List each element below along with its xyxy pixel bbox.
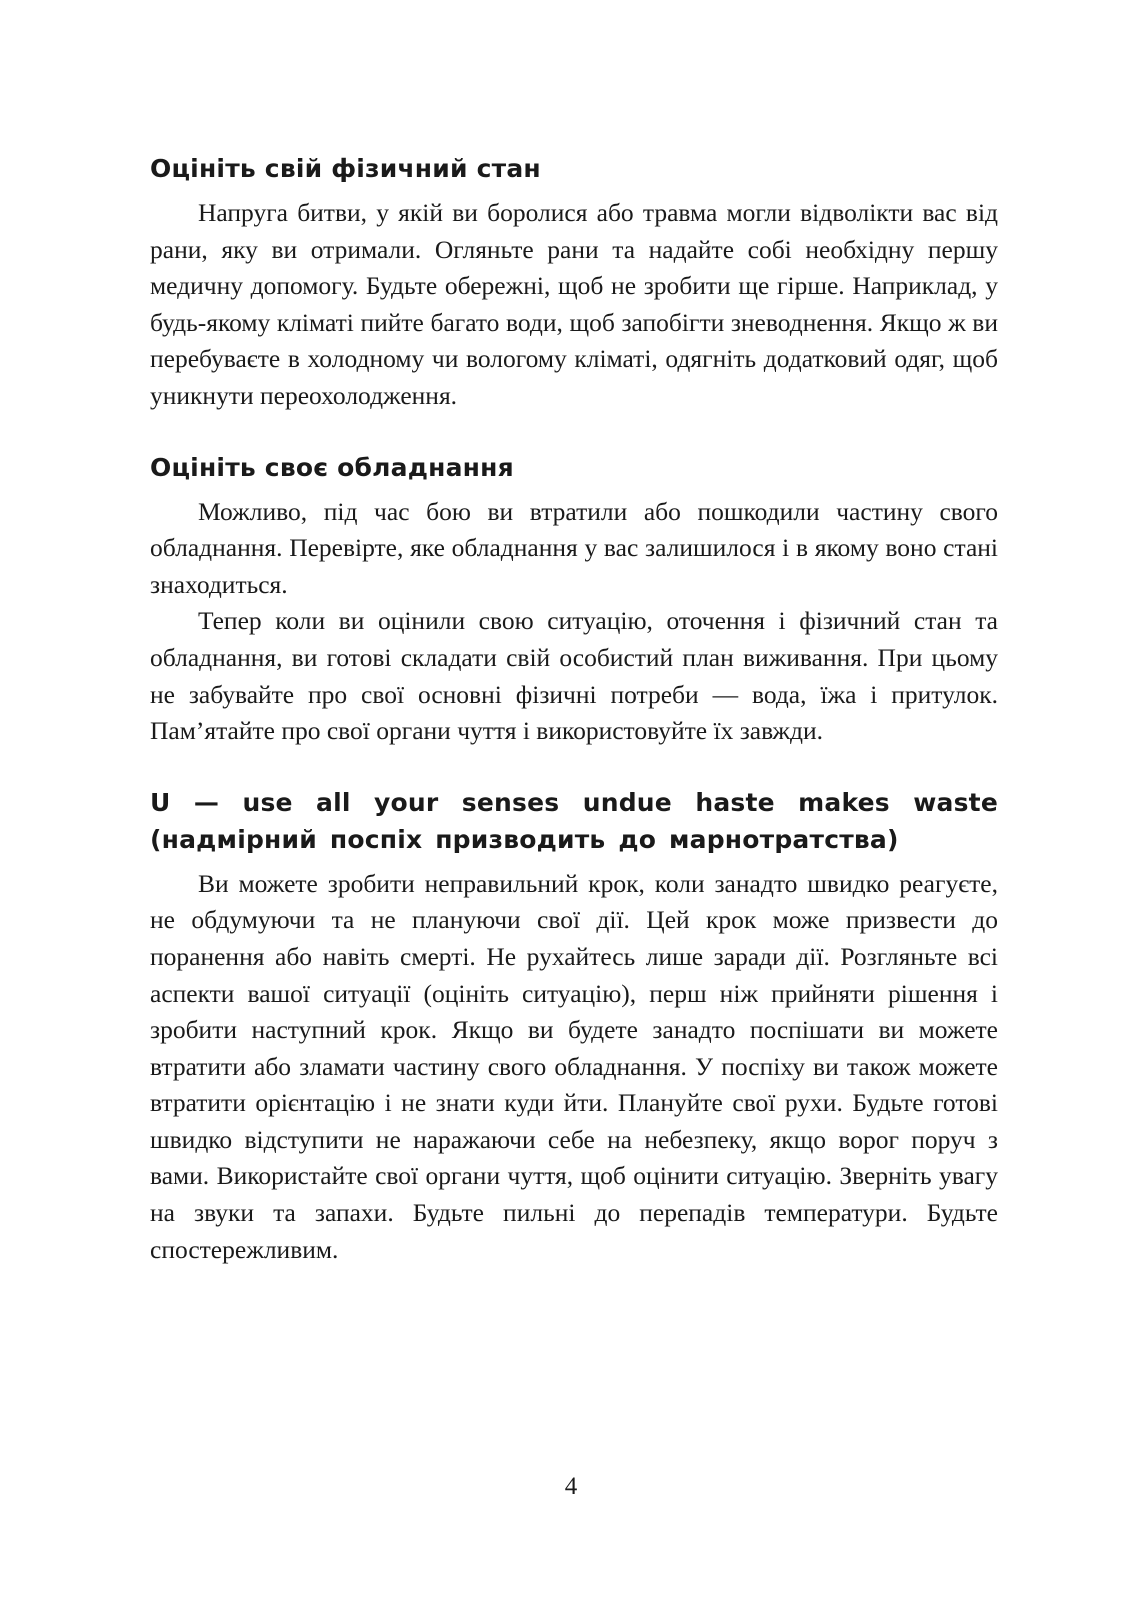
section-heading-physical-state: Оцініть свій фізичний стан xyxy=(150,154,541,183)
section-heading-equipment: Оцініть своє обладнання xyxy=(150,452,514,482)
document-page xyxy=(150,150,998,1268)
section-heading-use-senses: U — use all your senses undue haste makes waste (надмірний поспіх призводить до марнотратства) xyxy=(150,787,998,854)
paragraph-survival-plan: Тепер коли ви оцінили свою ситуацію, оточення і фізичний стан та обладнання, ви готові складати свій особистий план виживання. При цьому не забувайте про свої основні фізичні потреби — вода, їжа і притулок. Пам’ятайте про свої органи чуття і використовуйте їх завжди. xyxy=(150,606,998,746)
paragraph-equipment: Можливо, під час бою ви втратили або пошкодили частину свого обладнання. Перевірте, яке обладнання у вас залишилося і в якому воно стані знаходиться. xyxy=(150,496,998,599)
paragraph-undue-haste: Ви можете зробити неправильний крок, коли занадто швидко реагуєте, не обдумуючи та не плануючи свої дії. Цей крок може призвести до поранення або навіть смерті. Не рухайтесь лише заради дії. Розгляньте всі аспекти вашої ситуації (оцініть ситуацію), перш ніж прийняти рішення і зробити наступний крок. Якщо ви будете занадто поспішати ви можете втратити або зламати частину свого обладнання. У поспіху ви також можете втратити орієнтацію і не знати куди йти. Плануйте свої рухи. Будьте готові швидко відступити не наражаючи себе на небезпеку, якщо ворог поруч з вами. Використайте свої органи чуття, щоб оцінити ситуацію. Зверніть увагу на звуки та запахи. Будьте пильні до перепадів температури. Будьте спостережливим. xyxy=(150,868,998,1264)
paragraph-physical-state: Напруга битви, у якій ви боролися або травма могли відволікти вас від рани, яку ви отримали. Огляньте рани та надайте собі необхідну першу медичну допомогу. Будьте обережні, щоб не зробити ще гірше. Наприклад, у будь-якому кліматі пийте багато води, щоб запобігти зневоднення. Якщо ж ви перебуваєте в холодному чи вологому кліматі, одягніть додатковий одяг, щоб уникнути переохолодження. xyxy=(150,198,998,410)
page-number: 4 xyxy=(564,1473,578,1500)
